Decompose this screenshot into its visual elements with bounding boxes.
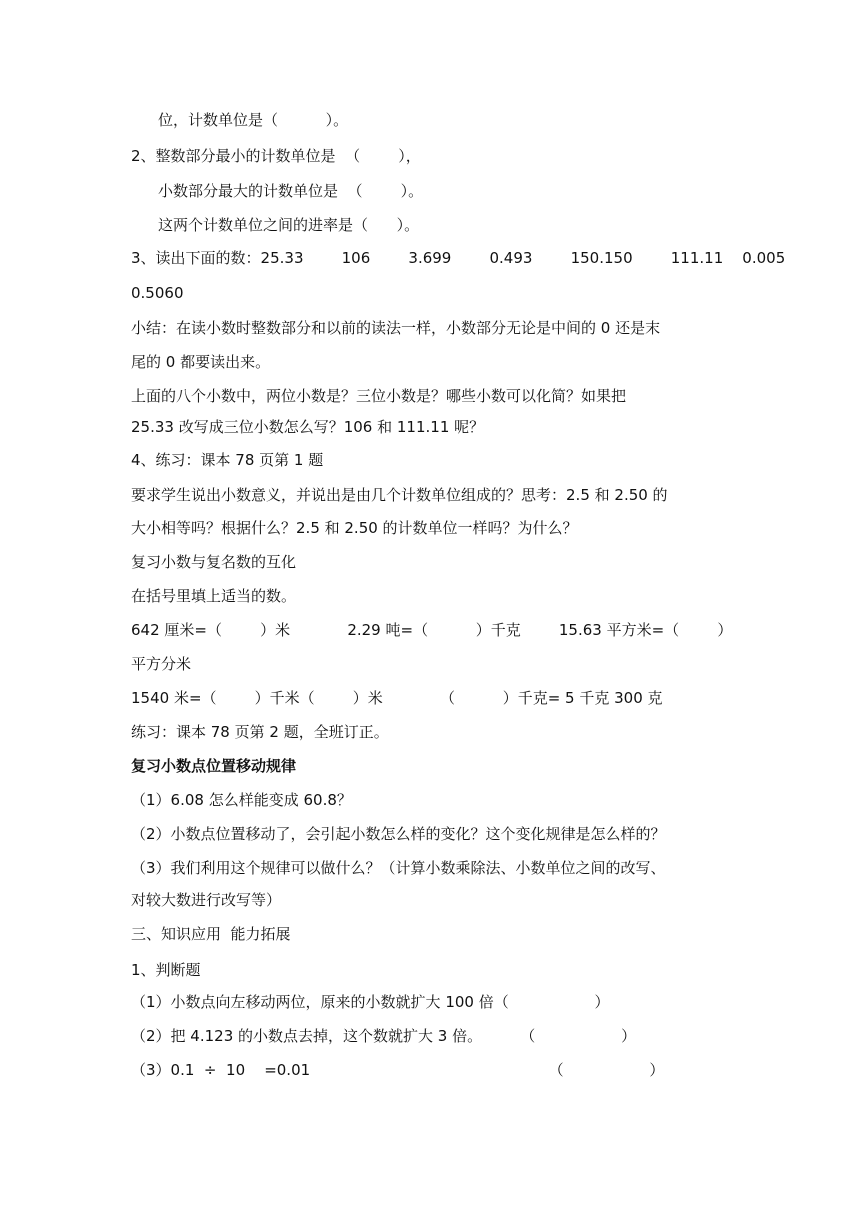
text-line: 4、练习：课本 78 页第 1 题 [131, 451, 324, 469]
text-line: 要求学生说出小数意义，并说出是由几个计数单位组成的？思考：2.5 和 2.50 的 [131, 486, 668, 504]
text-line: 尾的 0 都要读出来。 [131, 353, 271, 371]
section-heading: 复习小数点位置移动规律 [131, 757, 297, 775]
text-line: 25.33 改写成三位小数怎么写？106 和 111.11 呢？ [131, 418, 485, 436]
text-line: 0.5060 [131, 284, 184, 302]
text-line: 练习：课本 78 页第 2 题，全班订正。 [131, 723, 389, 741]
text-line: 这两个计数单位之间的进率是（ ）。 [158, 216, 420, 234]
text-line: 复习小数与复名数的互化 [131, 553, 297, 571]
text-line: 上面的八个小数中，两位小数是？三位小数是？哪些小数可以化简？如果把 [131, 387, 627, 405]
text-line: 2、整数部分最小的计数单位是 （ ）， [131, 147, 421, 165]
text-line: 三、知识应用 能力拓展 [131, 925, 291, 943]
text-line: （2）把 4.123 的小数点去掉，这个数就扩大 3 倍。 （ ） [131, 1027, 637, 1045]
text-line: 位，计数单位是（ ）。 [158, 111, 349, 129]
text-line: 对较大数进行改写等） [131, 891, 282, 909]
text-line: 1540 米=（ ）千米（ ）米 （ ）千克= 5 千克 300 克 [131, 689, 663, 707]
text-line: 1、判断题 [131, 961, 201, 979]
text-line: 平方分米 [131, 655, 192, 673]
text-line: 小数部分最大的计数单位是 （ ）。 [158, 182, 424, 200]
text-line: 在括号里填上适当的数。 [131, 587, 297, 605]
text-line: 大小相等吗？根据什么？2.5 和 2.50 的计数单位一样吗？为什么？ [131, 519, 578, 537]
text-line: 小结：在读小数时整数部分和以前的读法一样，小数部分无论是中间的 0 还是末 [131, 319, 661, 337]
text-line: 642 厘米=（ ）米 2.29 吨=（ ）千克 15.63 平方米=（ ） [131, 621, 733, 639]
text-line: （2）小数点位置移动了，会引起小数怎么样的变化？这个变化规律是怎么样的？ [131, 825, 666, 843]
text-line: （1）6.08 怎么样能变成 60.8？ [131, 791, 352, 809]
text-line: 3、读出下面的数：25.33 106 3.699 0.493 150.150 111.11 0.005 [131, 249, 786, 267]
text-line: （3）0.1 ÷ 10 =0.01 （ ） [131, 1061, 665, 1079]
text-line: （3）我们利用这个规律可以做什么？（计算小数乘除法、小数单位之间的改写、 [131, 859, 666, 877]
text-line: （1）小数点向左移动两位，原来的小数就扩大 100 倍（ ） [131, 993, 610, 1011]
